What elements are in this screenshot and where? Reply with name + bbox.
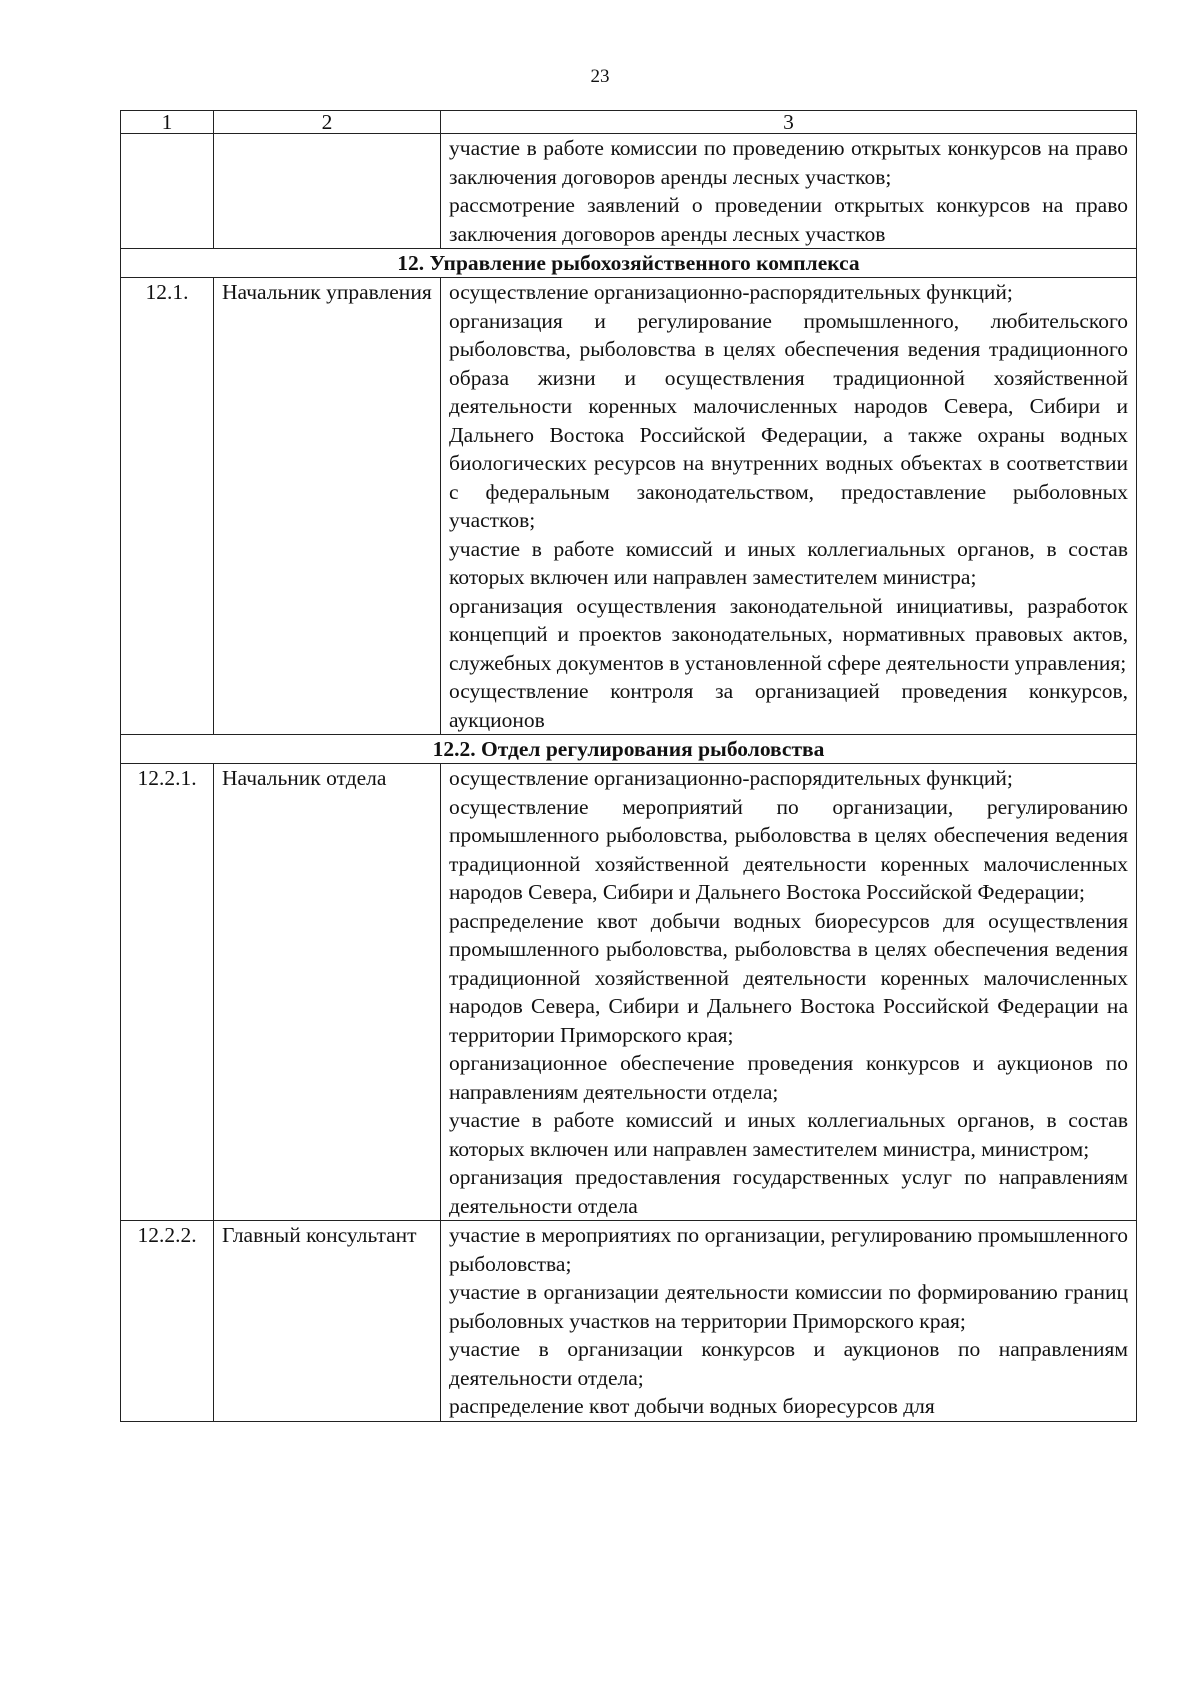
item-number: 12.1.: [121, 278, 214, 735]
duty-item: осуществление мероприятий по организации, регулированию промышленного рыболовства, рыболовства в целях обеспечения ведения традиционной хозяйственной деятельности коренных малочисленных народов Севера, Сибири и Дальнего Востока Российской Федерации;: [449, 794, 1128, 904]
duty-item: осуществление организационно-распорядительных функций;: [449, 766, 1013, 790]
page-number: 23: [590, 66, 610, 87]
functions-cell: [441, 134, 1137, 249]
section-title: 12.2. Отдел регулирования рыболовства: [121, 735, 1137, 764]
duty-item: осуществление контроля за организацией проведения конкурсов, аукционов: [449, 679, 1128, 732]
position-title: Начальник управления: [214, 278, 441, 735]
duty-item: распределение квот добычи водных биоресурсов для: [449, 1394, 935, 1418]
table-row: [121, 764, 1137, 1221]
duty-item: организация предоставления государственных услуг по направлениям деятельности отдела: [449, 1165, 1128, 1218]
functions-cell: [441, 764, 1137, 1221]
header-cell-functions: 3: [441, 111, 1137, 134]
table-body: [121, 111, 1137, 1422]
duty-item: участие в работе комиссий и иных коллегиальных органов, в состав которых включен или направлен заместителем министра;: [449, 536, 1128, 589]
duty-item: участие в работе комиссии по проведению открытых конкурсов на право заключения договоров аренды лесных участков;: [449, 136, 1128, 189]
duty-item: рассмотрение заявлений о проведении открытых конкурсов на право заключения договоров аренды лесных участков: [449, 193, 1128, 246]
header-cell-num: 1: [121, 111, 214, 134]
duty-item: распределение квот добычи водных биоресурсов для осуществления промышленного рыболовства, рыболовства в целях обеспечения ведения традиционной хозяйственной деятельности коренных малочисленных народов Севера, Сибири и Дальнего Востока Российской Федерации на территории Приморского края;: [449, 908, 1128, 1047]
position-title: Начальник отдела: [214, 764, 441, 1221]
duty-item: участие в организации конкурсов и аукционов по направлениям деятельности отдела;: [449, 1337, 1128, 1390]
duty-item: организация осуществления законодательной инициативы, разработок концепций и проектов законодательных, нормативных правовых актов, служебных документов в установленной сфере деятельности управления;: [449, 593, 1128, 675]
section-row: [121, 249, 1137, 278]
position-title: Главный консультант: [214, 1221, 441, 1422]
responsibilities-table: [120, 110, 1137, 1422]
section-row: [121, 735, 1137, 764]
duty-item: осуществление организационно-распорядительных функций;: [449, 280, 1013, 304]
functions-cell: [441, 1221, 1137, 1422]
duty-item: участие в работе комиссий и иных коллегиальных органов, в состав которых включен или направлен заместителем министра, министром;: [449, 1108, 1128, 1161]
item-number: 12.2.1.: [121, 764, 214, 1221]
section-title: 12. Управление рыбохозяйственного комплекса: [121, 249, 1137, 278]
duty-item: организационное обеспечение проведения конкурсов и аукционов по направлениям деятельности отдела;: [449, 1051, 1128, 1104]
duty-item: участие в мероприятиях по организации, регулированию промышленного рыболовства;: [449, 1223, 1128, 1276]
table-row: [121, 1221, 1137, 1422]
item-number: [121, 134, 214, 249]
table-row: [121, 134, 1137, 249]
header-row: [121, 111, 1137, 134]
item-number: 12.2.2.: [121, 1221, 214, 1422]
duty-item: организация и регулирование промышленного, любительского рыболовства, рыболовства в целях обеспечения ведения традиционного образа жизни и осуществления традиционной хозяйственной деятельности коренных малочисленных народов Севера, Сибири и Дальнего Востока Российской Федерации, а также охраны водных биологических ресурсов на внутренних водных объектах в соответствии с федеральным законодательством, предоставление рыболовных участков;: [449, 308, 1128, 532]
position-title: [214, 134, 441, 249]
functions-cell: [441, 278, 1137, 735]
table-row: [121, 278, 1137, 735]
header-cell-position: 2: [214, 111, 441, 134]
duty-item: участие в организации деятельности комиссии по формированию границ рыболовных участков на территории Приморского края;: [449, 1280, 1128, 1333]
